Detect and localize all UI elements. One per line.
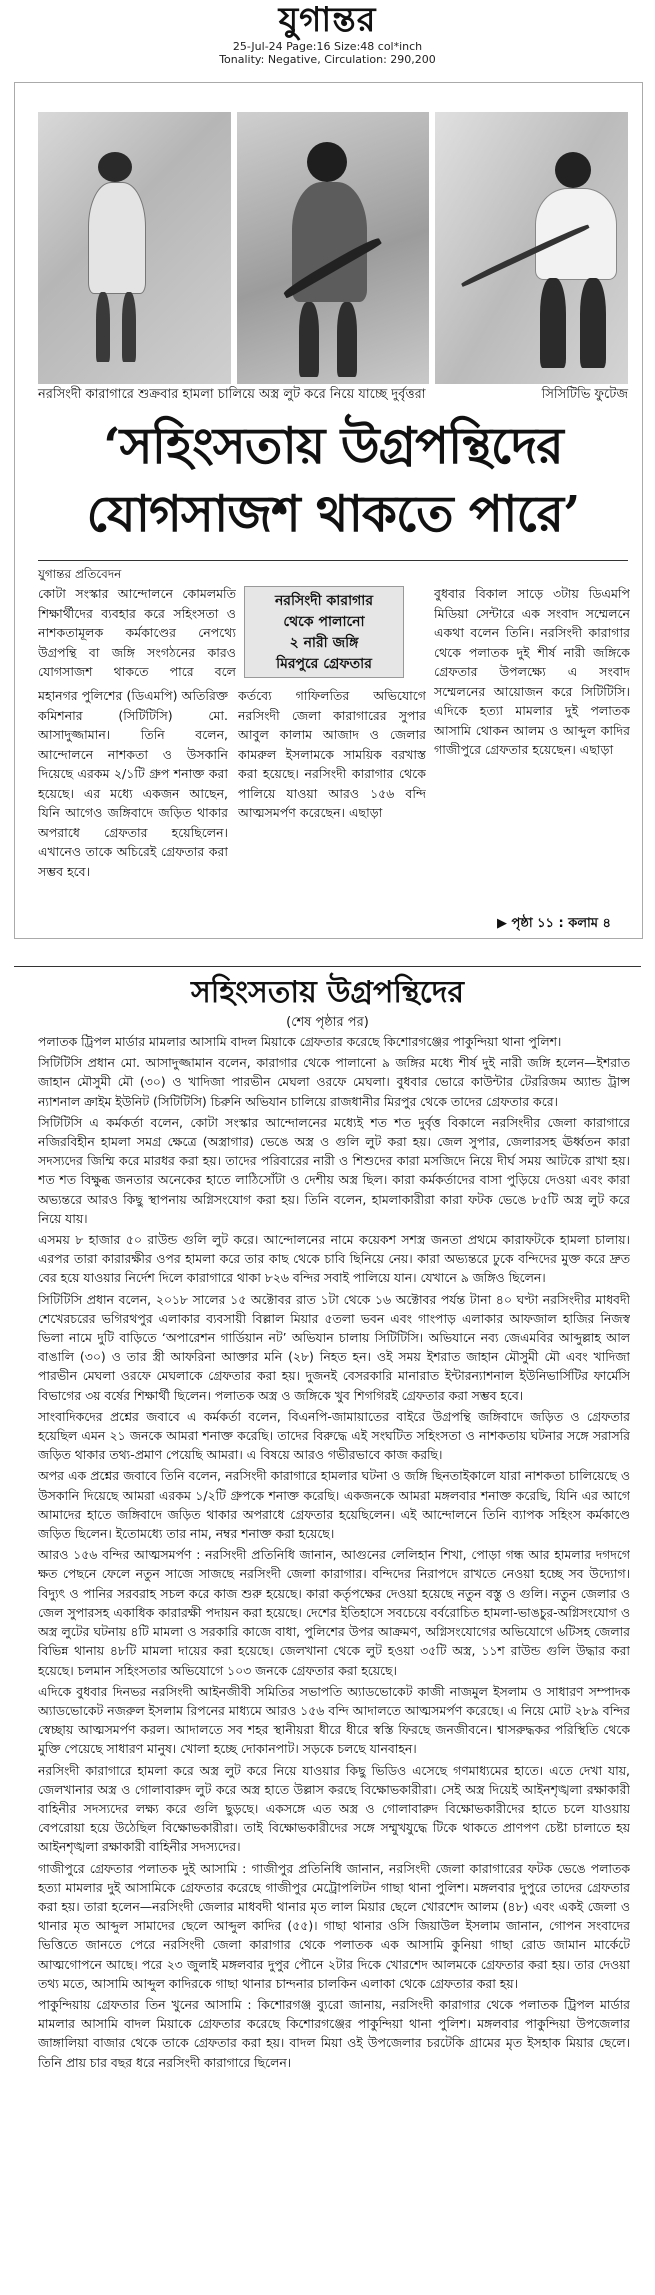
paragraph-12: পাকুন্দিয়ায় গ্রেফতার তিন খুনের আসামি : কিশোরগঞ্জ ব্যুরো জানায়, নরসিংদী কারাগার থেকে পলাতক ট্রিপল মার্ডার মামলার আসামি বাদল মিয়াকে গ্রেফতার করেছে কিশোরগঞ্জের পাকুন্দিয়া থানা পুলিশ। মঙ্গলবার পাকুন্দিয়া উপজেলার জাঙ্গালিয়া বাজার থেকে তাকে গ্রেফতার করা হয়। বাদল মিয়া ওই উপজেলার চরটেকি গ্রামের মৃত ইসহাক মিয়ার ছেলে। তিনি প্রায় চার বছর ধরে নরসিংদী কারাগারে ছিলেন। [38,1996,630,2070]
masthead [0,0,655,66]
cctv-photo-2 [237,112,430,384]
clipping-separator [14,966,641,967]
continuation-jump-line: ▶ পৃষ্ঠা ১১ : কলাম ৪ [497,916,611,931]
column-1-bottom: মহানগর পুলিশের (ডিএমপি) অতিরিক্ত কমিশনার (সিটিটিসি) মো. আসাদুজ্জামান। তিনি বলেন, আন্দোলনে নাশকতা ও উসকানি দিয়েছে এরকম ২/১টি গ্রুপ শনাক্ত করা হয়েছে। এর মধ্যে একজন আছেন, যিনি আগেও জঙ্গিবাদে জড়িত থাকার অপরাধে গ্রেফতার হয়েছিলেন। এখানেও তাকে অচিরেই গ্রেফতার করা সম্ভব হবে। [38,688,228,879]
paragraph-4: এসময় ৮ হাজার ৫০ রাউন্ড গুলি লুট করে। আন্দোলনের নামে কয়েকশ সশস্ত্র জনতা প্রথমে কারাফটকে হামলা চালায়। এরপর তারা কারারক্ষীর ওপর হামলা করে তার কাছ থেকে চাবি ছিনিয়ে নেয়। কারা অভ্যন্তরে ঢুকে বন্দিদের মুক্ত করে দ্রুত বের হয়ে যাওয়ার নির্দেশ দিলে কারাগারে থাকা ৮২৬ বন্দির সবাই পালিয়ে যান। যেখানে ৯ জঙ্গিও ছিলেন। [38,1232,630,1286]
paragraph-6: সাংবাদিকদের প্রশ্নের জবাবে এ কর্মকর্তা বলেন, বিএনপি-জামায়াতের বাইরে উগ্রপন্থি জঙ্গিবাদে জড়িত ও গ্রেফতার হয়েছিল এমন ২১ জনকে আমরা শনাক্ত করেছি। তাদের বিরুদ্ধে এই সংঘটিত সহিংসতা ও নাশকতায় ঘটনার সঙ্গে সরাসরি জড়িত থাকার তথ্য-প্রমাণ পেয়েছি আমরা। এ বিষয়ে আরও গভীরভাবে কাজ করছি। [38,1408,630,1463]
headline-line-1: ‘সহিংসতায় উগ্রপন্থিদের [103,416,563,475]
box-story-line-1: নরসিংদী কারাগার [274,593,374,609]
paragraph-11: গাজীপুরে গ্রেফতার পলাতক দুই আসামি : গাজীপুর প্রতিনিধি জানান, নরসিংদী জেলা কারাগারের ফটক ভেঙে পলাতক হত্যা মামলার দুই আসামিকে গ্রেফতার করেছে গাজীপুর মেট্রোপলিটন গাছা থানা পুলিশ। মঙ্গলবার দুপুরে তাদের গ্রেফতার করা হয়। তারা হলেন—নরসিংদী জেলার মাধবদী থানার মৃত লাল মিয়ার ছেলে খোরশেদ আলম (৪৮) এবং একই জেলা ও থানার মৃত আব্দুল সামাদের ছেলে আব্দুল কাদির (৫৫)। গাছা থানার ওসি জিয়াউল ইসলাম জানান, গোপন সংবাদের ভিত্তিতে জানতে পেরে নরসিংদী জেলা কারাগার থেকে পলাতক এক আসামি কুনিয়া গাছা রোড জামান মার্কেটে আত্মগোপনে আছে। পরে ২৩ জুলাই মঙ্গলবার দুপুর পৌনে ২টার দিকে খোরশেদ আলমকে গ্রেফতার করা হয়। তার দেওয়া তথ্য মতে, আসামি আব্দুল কাদিরকে গাছা থানার চান্দনার চালকিন এলাকা থেকে গ্রেফতার করা হয়। [38,1860,630,1991]
column-3: বুধবার বিকাল সাড়ে ৩টায় ডিএমপি মিডিয়া সেন্টারে এক সংবাদ সম্মেলনে একথা বলেন তিনি। নরসিংদী কারাগার থেকে পলাতক দুই শীর্ষ নারী জঙ্গিকে গ্রেফতার উপলক্ষ্যে এ সংবাদ সম্মেলনের আয়োজন করে সিটিটিসি। এদিকে হত্যা মামলার দুই পলাতক আসামি থোকন আলম ও আব্দুল কাদির গাজীপুরে গ্রেফতার হয়েছেন। এছাড়া [434,586,630,757]
box-story [244,586,404,678]
paragraph-7: অপর এক প্রশ্নের জবাবে তিনি বলেন, নরসিংদী কারাগারে হামলার ঘটনা ও জঙ্গি ছিনতাইকালে যারা নাশকতা চালিয়েছে ও উসকানি দিয়েছে আমরা এরকম ১/২টি গ্রুপকে শনাক্ত করেছি। একজনকে আমরা মঙ্গলবার শনাক্ত করেছি, যিনি এর আগে আমাদের হাতে জঙ্গিবাদে জড়িত থাকার অপরাধে গ্রেফতার হয়েছিলেন। এই আন্দোলনে তিনি ব্যাপক সহিংস কর্মকাণ্ডে জড়িত ছিলেন। ইতোমধ্যে তার নাম, নম্বর শনাক্ত করা হয়েছে। [38,1468,630,1542]
paragraph-3: সিটিটিসি এ কর্মকর্তা বলেন, কোটা সংস্কার আন্দোলনের মধ্যেই শত শত দুর্বৃত্ত বিকালে নরসিংদীর জেলা কারাগারে নজিরবিহীন হামলা সমগ্র ক্ষেত্রে (অস্ত্রাগার) ভেঙে অস্ত্র ও গুলি লুট করা হয়। জেল সুপার, জেলারসহ ঊর্ধ্বতন কারা সদস্যদের জিম্মি করে মারধর করা হয়। তাদের পরিবারের নারী ও শিশুদের কারা মসজিদে নিয়ে দীর্ঘ সময় আটকে রাখা হয়। শত শত বিক্ষুব্ধ জনতার অনেকের হাতে লাঠিসোঁটা ও দেশীয় অস্ত্র ছিল। কারা কর্মকর্তাদের বাসা পুড়িয়ে দেওয়া এবং কারা অভ্যন্তরে আরও কিছু স্থাপনায় অগ্নিসংযোগ করা হয়। তিনি বলেন, হামলাকারীরা কারা ফটক ভেঙে ৮৫টি অস্ত্র লুট করে নিয়ে যায়। [38,1114,630,1226]
newspaper-logo: যুগান্তর [278,0,377,40]
photo-caption [38,385,628,406]
box-story-line-3: ২ নারী জঙ্গি [289,635,359,651]
byline: যুগান্তর প্রতিবেদন [38,567,122,581]
box-story-line-4: মিরপুরে গ্রেফতার [276,656,372,672]
paragraph-10: নরসিংদী কারাগারে হামলা করে অস্ত্র লুট করে নিয়ে যাওয়ার কিছু ভিডিও এসেছে গণমাধ্যমের হাতে। এতে দেখা যায়, জেলখানার অস্ত্র ও গোলাবারুদ লুট করে অস্ত্র হাতে উল্লাস করছে বিক্ষোভকারীরা। সেই অস্ত্র দিয়েই আইনশৃঙ্খলা রক্ষাকারী বাহিনীর সদস্যদের লক্ষ্য করে গুলি ছুড়ছে। একসঙ্গে এত অস্ত্র ও গোলাবারুদ বিক্ষোভকারীদের হাতে চলে যাওয়ায় বেপরোয়া হয়ে উঠেছিল বিক্ষোভকারীরা। তাই বিক্ষোভকারীদের সঙ্গে সম্মুখযুদ্ধে টিকে থাকতে প্রাণপণ চেষ্টা চালাতে হয় আইনশৃঙ্খলা রক্ষাকারী বাহিনীর সদস্যদের। [38,1762,630,1855]
continuation-headline: সহিংসতায় উগ্রপন্থিদের [190,975,465,1010]
box-story-line-2: থেকে পালানো [283,614,365,630]
tonality-line: Tonality: Negative, Circulation: 290,200 [219,53,436,66]
paragraph-2: সিটিটিসি প্রধান মো. আসাদুজ্জামান বলেন, কারাগার থেকে পালানো ৯ জঙ্গির মধ্যে শীর্ষ দুই নারী জঙ্গি হলেন—ইশরাত জাহান মৌসুমী মৌ (৩০) ও খাদিজা পারভীন মেঘলা ওরফে মেঘলা। বুধবার ভোরে কাউন্টার টেররিজম অ্যান্ড ট্রান্স ন্যাশনাল ক্রাইম ইউনিট (সিটিটিসি) চিরুনি অভিযান চালিয়ে রাজধানীর মিরপুর থেকে তাদের গ্রেফতার করে। [38,1055,630,1109]
cctv-photo-1 [38,112,231,384]
cctv-photo-3 [435,112,628,384]
column-1-top: কোটা সংস্কার আন্দোলনে কোমলমতি শিক্ষার্থীদের ব্যবহার করে সহিংসতা ও নাশকতামূলক কর্মকাণ্ডের নেপথ্যে উগ্রপন্থি বা জঙ্গি সংগঠনের কারও যোগসাজশ থাকতে পারে বলে [38,586,236,679]
paragraph-8: আরও ১৫৬ বন্দির আত্মসমর্পণ : নরসিংদী প্রতিনিধি জানান, আগুনের লেলিহান শিখা, পোড়া গন্ধ আর হামলার দগদগে ক্ষত পেছনে ফেলে নতুন সাজে সাজছে নরসিংদী জেলা কারাগার। বন্দিদের নিরাপদে রাখতে নেওয়া হচ্ছে সব উদ্যোগ। বিদ্যুৎ ও পানির সরবরাহ সচল করে কাজ শুরু হয়েছে। কারা কর্তৃপক্ষের দেওয়া হয়েছে নতুন বস্তু ও গুলি। নতুন জেলার ও জেল সুপারসহ একাধিক কারারক্ষী পদায়ন করা হয়েছে। দেশের ইতিহাসে সবচেয়ে বর্বরোচিত হামলা-ভাঙচুর-অগ্নিসংযোগ ও অস্ত্র লুটের ঘটনায় ৪টি মামলা ও সরকারি কাজে বাধা, পুলিশের উপর আক্রমণ, অগ্নিসংযোগের অভিযোগে ৬টিসহ জেলার বিভিন্ন থানায় ৪৮টি মামলা দায়ের করা হয়েছে। জেলখানা থেকে লুট হওয়া ৩৫টি অস্ত্র, ১১শ রাউন্ড গুলি উদ্ধার করা হয়েছে। চলমান সহিংসতার অভিযোগে ১০৩ জনকে গ্রেফতার করা হয়েছে। [38,1547,630,1678]
paragraph-5: সিটিটিসি প্রধান বলেন, ২০১৮ সালের ১৫ অক্টোবর রাত ১টা থেকে ১৬ অক্টোবর পর্যন্ত টানা ৪০ ঘণ্টা নরসিংদীর মাধবদী শেখেরচরের ভগিরথপুর এলাকার ব্যবসায়ী বিল্লাল মিয়ার ৫তলা ভবন এবং গাংপাড় এলাকার আফজাল হাজির নিজস্ব ভিলা নামে দুটি বাড়িতে ‘অপারেশন গার্ডিয়ান নট’ অভিযান চালায় সিটিটিসি। অভিযানে নব্য জেএমবির আব্দুল্লাহ আল বাঙালি (৩০) ও তার স্ত্রী আফরিনা আক্তার মনি (২৮) নিহত হন। ওই সময় ইশরাত জাহান মৌসুমী মৌ এবং খাদিজা পারভীন মেঘলা ওরফে মেঘলাকে গ্রেফতার করা হয়। দুজনই বেসরকারি মানারাত ইন্টারন্যাশনাল ইউনিভার্সিটির ফার্মেসি বিভাগের ৩য় বর্ষের শিক্ষার্থী ছিলেন। পলাতক অস্ত্র ও জঙ্গিকে খুব শিগগিরই গ্রেফতার করা সম্ভব হবে। [38,1291,630,1403]
photo-caption-text: নরসিংদী কারাগারে শুক্রবার হামলা চালিয়ে অস্ত্র লুট করে নিয়ে যাচ্ছে দুর্বৃত্তরা [38,387,426,402]
headline-line-2: যোগসাজশ থাকতে পারে’ [86,484,580,543]
photo-credit: সিসিটিভি ফুটেজ [541,387,628,402]
headline-divider [38,560,628,561]
paragraph-1: পলাতক ট্রিপল মার্ডার মামলার আসামি বাদল মিয়াকে গ্রেফতার করেছে কিশোরগঞ্জের পাকুন্দিয়া থানা পুলিশ। [38,1034,562,1049]
paragraph-9: এদিকে বুধবার দিনভর নরসিংদী আইনজীবী সমিতির সভাপতি অ্যাডভোকেট কাজী নাজমুল ইসলাম ও সাধারণ সম্পাদক অ্যাডভোকেট নজরুল ইসলাম রিপনের মাধ্যমে আরও ১৫৬ বন্দি আদালতে আত্মসমর্পণ করেছে। এ নিয়ে মোট ২৮৯ বন্দির স্বেচ্ছায় আত্মসমর্পণ করল। আদালতে সব শহর স্থানীয়রা ধীরে ধীরে স্বস্তি ফিরছে জনজীবনে। শ্বাসরুদ্ধকর পরিস্থিতি থেকে মুক্তি পেয়েছে সাধারণ মানুষ। খোলা হচ্ছে দোকানপাট। সড়কে চলছে যানবাহন। [38,1683,630,1757]
cctv-photo-strip [38,112,628,384]
column-2-bottom: কর্তব্যে গাফিলতির অভিযোগে নরসিংদী জেলা কারাগারের সুপার আবুল কালাম আজাদ ও জেলার কামরুল ইসলামকে সাময়িক বরখাস্ত করা হয়েছে। নরসিংদী কারাগার থেকে পালিয়ে যাওয়া আরও ১৫৬ বন্দি আত্মসমর্পণ করেছেন। এছাড়া [238,688,426,820]
main-headline [38,412,628,548]
continuation-body [38,1032,630,2284]
continuation-subline: (শেষ পৃষ্ঠার পর) [286,1015,369,1030]
date-page-line: 25-Jul-24 Page:16 Size:48 col*inch [232,40,423,53]
